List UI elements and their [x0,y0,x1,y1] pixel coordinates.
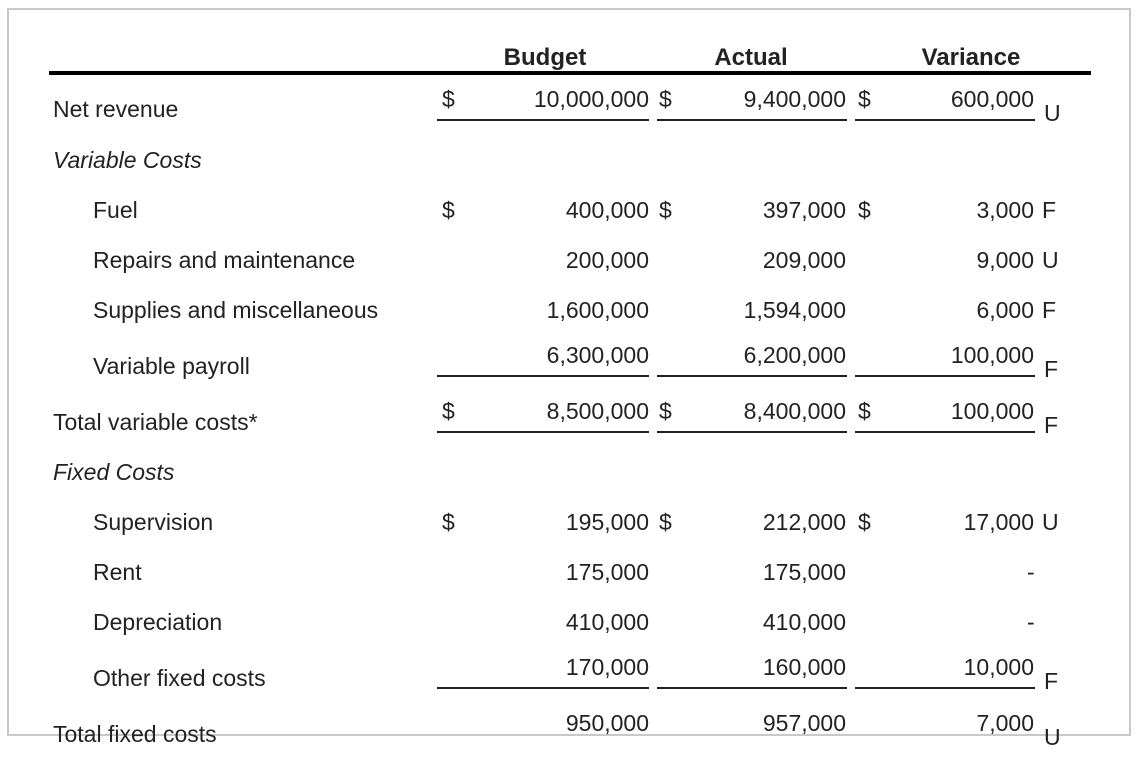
row-label-supervision: Supervision [93,509,214,535]
depreciation-actual: 410,000 [762,609,846,635]
repairs-flag: U [1042,247,1059,273]
row-label-fuel: Fuel [93,197,138,223]
underline [437,687,649,689]
other-fixed-variance: 10,000 [963,654,1034,680]
currency-sign: $ [858,86,871,112]
supplies-actual: 1,594,000 [743,297,846,323]
variable-payroll-variance: 100,000 [950,342,1034,368]
currency-sign: $ [858,398,871,424]
other-fixed-actual: 160,000 [762,654,846,680]
repairs-variance: 9,000 [976,247,1034,273]
underline [437,119,649,121]
total-fixed-actual: 957,000 [762,710,846,736]
total-variable-budget: 8,500,000 [546,398,649,424]
rent-variance: - [1027,559,1035,585]
underline [855,119,1035,121]
underline [437,375,649,377]
currency-sign: $ [659,197,672,223]
row-label-total-variable: Total variable costs* [53,409,258,435]
currency-sign: $ [858,197,871,223]
supplies-flag: F [1042,297,1057,323]
currency-sign: $ [442,398,455,424]
row-label-supplies: Supplies and miscellaneous [93,297,379,323]
currency-sign: $ [442,197,455,223]
underline [437,431,649,433]
total-variable-flag: F [1044,412,1059,438]
net-revenue-flag: U [1044,100,1061,126]
variable-payroll-budget: 6,300,000 [546,342,649,368]
fuel-actual: 397,000 [762,197,846,223]
section-heading-variable-costs: Variable Costs [53,147,202,173]
other-fixed-flag: F [1044,668,1059,694]
section-heading-fixed-costs: Fixed Costs [53,459,175,485]
header-actual: Actual [714,44,788,71]
underline [657,687,847,689]
depreciation-variance: - [1027,609,1035,635]
underline [855,375,1035,377]
net-revenue-budget: 10,000,000 [533,86,649,112]
repairs-budget: 200,000 [565,247,649,273]
variable-payroll-flag: F [1044,356,1059,382]
underline [855,431,1035,433]
total-fixed-budget: 950,000 [565,710,649,736]
currency-sign: $ [659,509,672,535]
other-fixed-budget: 170,000 [565,654,649,680]
total-fixed-flag: U [1044,724,1061,750]
fuel-budget: 400,000 [565,197,649,223]
row-label-depreciation: Depreciation [93,609,223,635]
underline [657,119,847,121]
underline [855,687,1035,689]
supervision-budget: 195,000 [565,509,649,535]
underline [657,375,847,377]
supervision-variance: 17,000 [963,509,1034,535]
currency-sign: $ [442,86,455,112]
row-label-repairs: Repairs and maintenance [93,247,356,273]
row-label-net-revenue: Net revenue [53,96,179,122]
row-label-rent: Rent [93,559,142,585]
header-variance: Variance [921,44,1021,71]
net-revenue-variance: 600,000 [950,86,1034,112]
header-budget: Budget [503,44,587,71]
supervision-actual: 212,000 [762,509,846,535]
underline [657,431,847,433]
net-revenue-actual: 9,400,000 [743,86,846,112]
variable-payroll-actual: 6,200,000 [743,342,846,368]
header-rule [49,71,1091,75]
currency-sign: $ [442,509,455,535]
supplies-variance: 6,000 [976,297,1034,323]
currency-sign: $ [659,86,672,112]
currency-sign: $ [858,509,871,535]
row-label-total-fixed: Total fixed costs [53,721,217,747]
repairs-actual: 209,000 [762,247,846,273]
depreciation-budget: 410,000 [565,609,649,635]
rent-actual: 175,000 [762,559,846,585]
currency-sign: $ [659,398,672,424]
fuel-flag: F [1042,197,1057,223]
total-variable-actual: 8,400,000 [743,398,846,424]
fuel-variance: 3,000 [976,197,1034,223]
supervision-flag: U [1042,509,1059,535]
supplies-budget: 1,600,000 [546,297,649,323]
row-label-other-fixed: Other fixed costs [93,665,266,691]
budget-report-table [7,8,1131,750]
total-variable-variance: 100,000 [950,398,1034,424]
row-label-variable-payroll: Variable payroll [93,353,250,379]
total-fixed-variance: 7,000 [976,710,1034,736]
rent-budget: 175,000 [565,559,649,585]
